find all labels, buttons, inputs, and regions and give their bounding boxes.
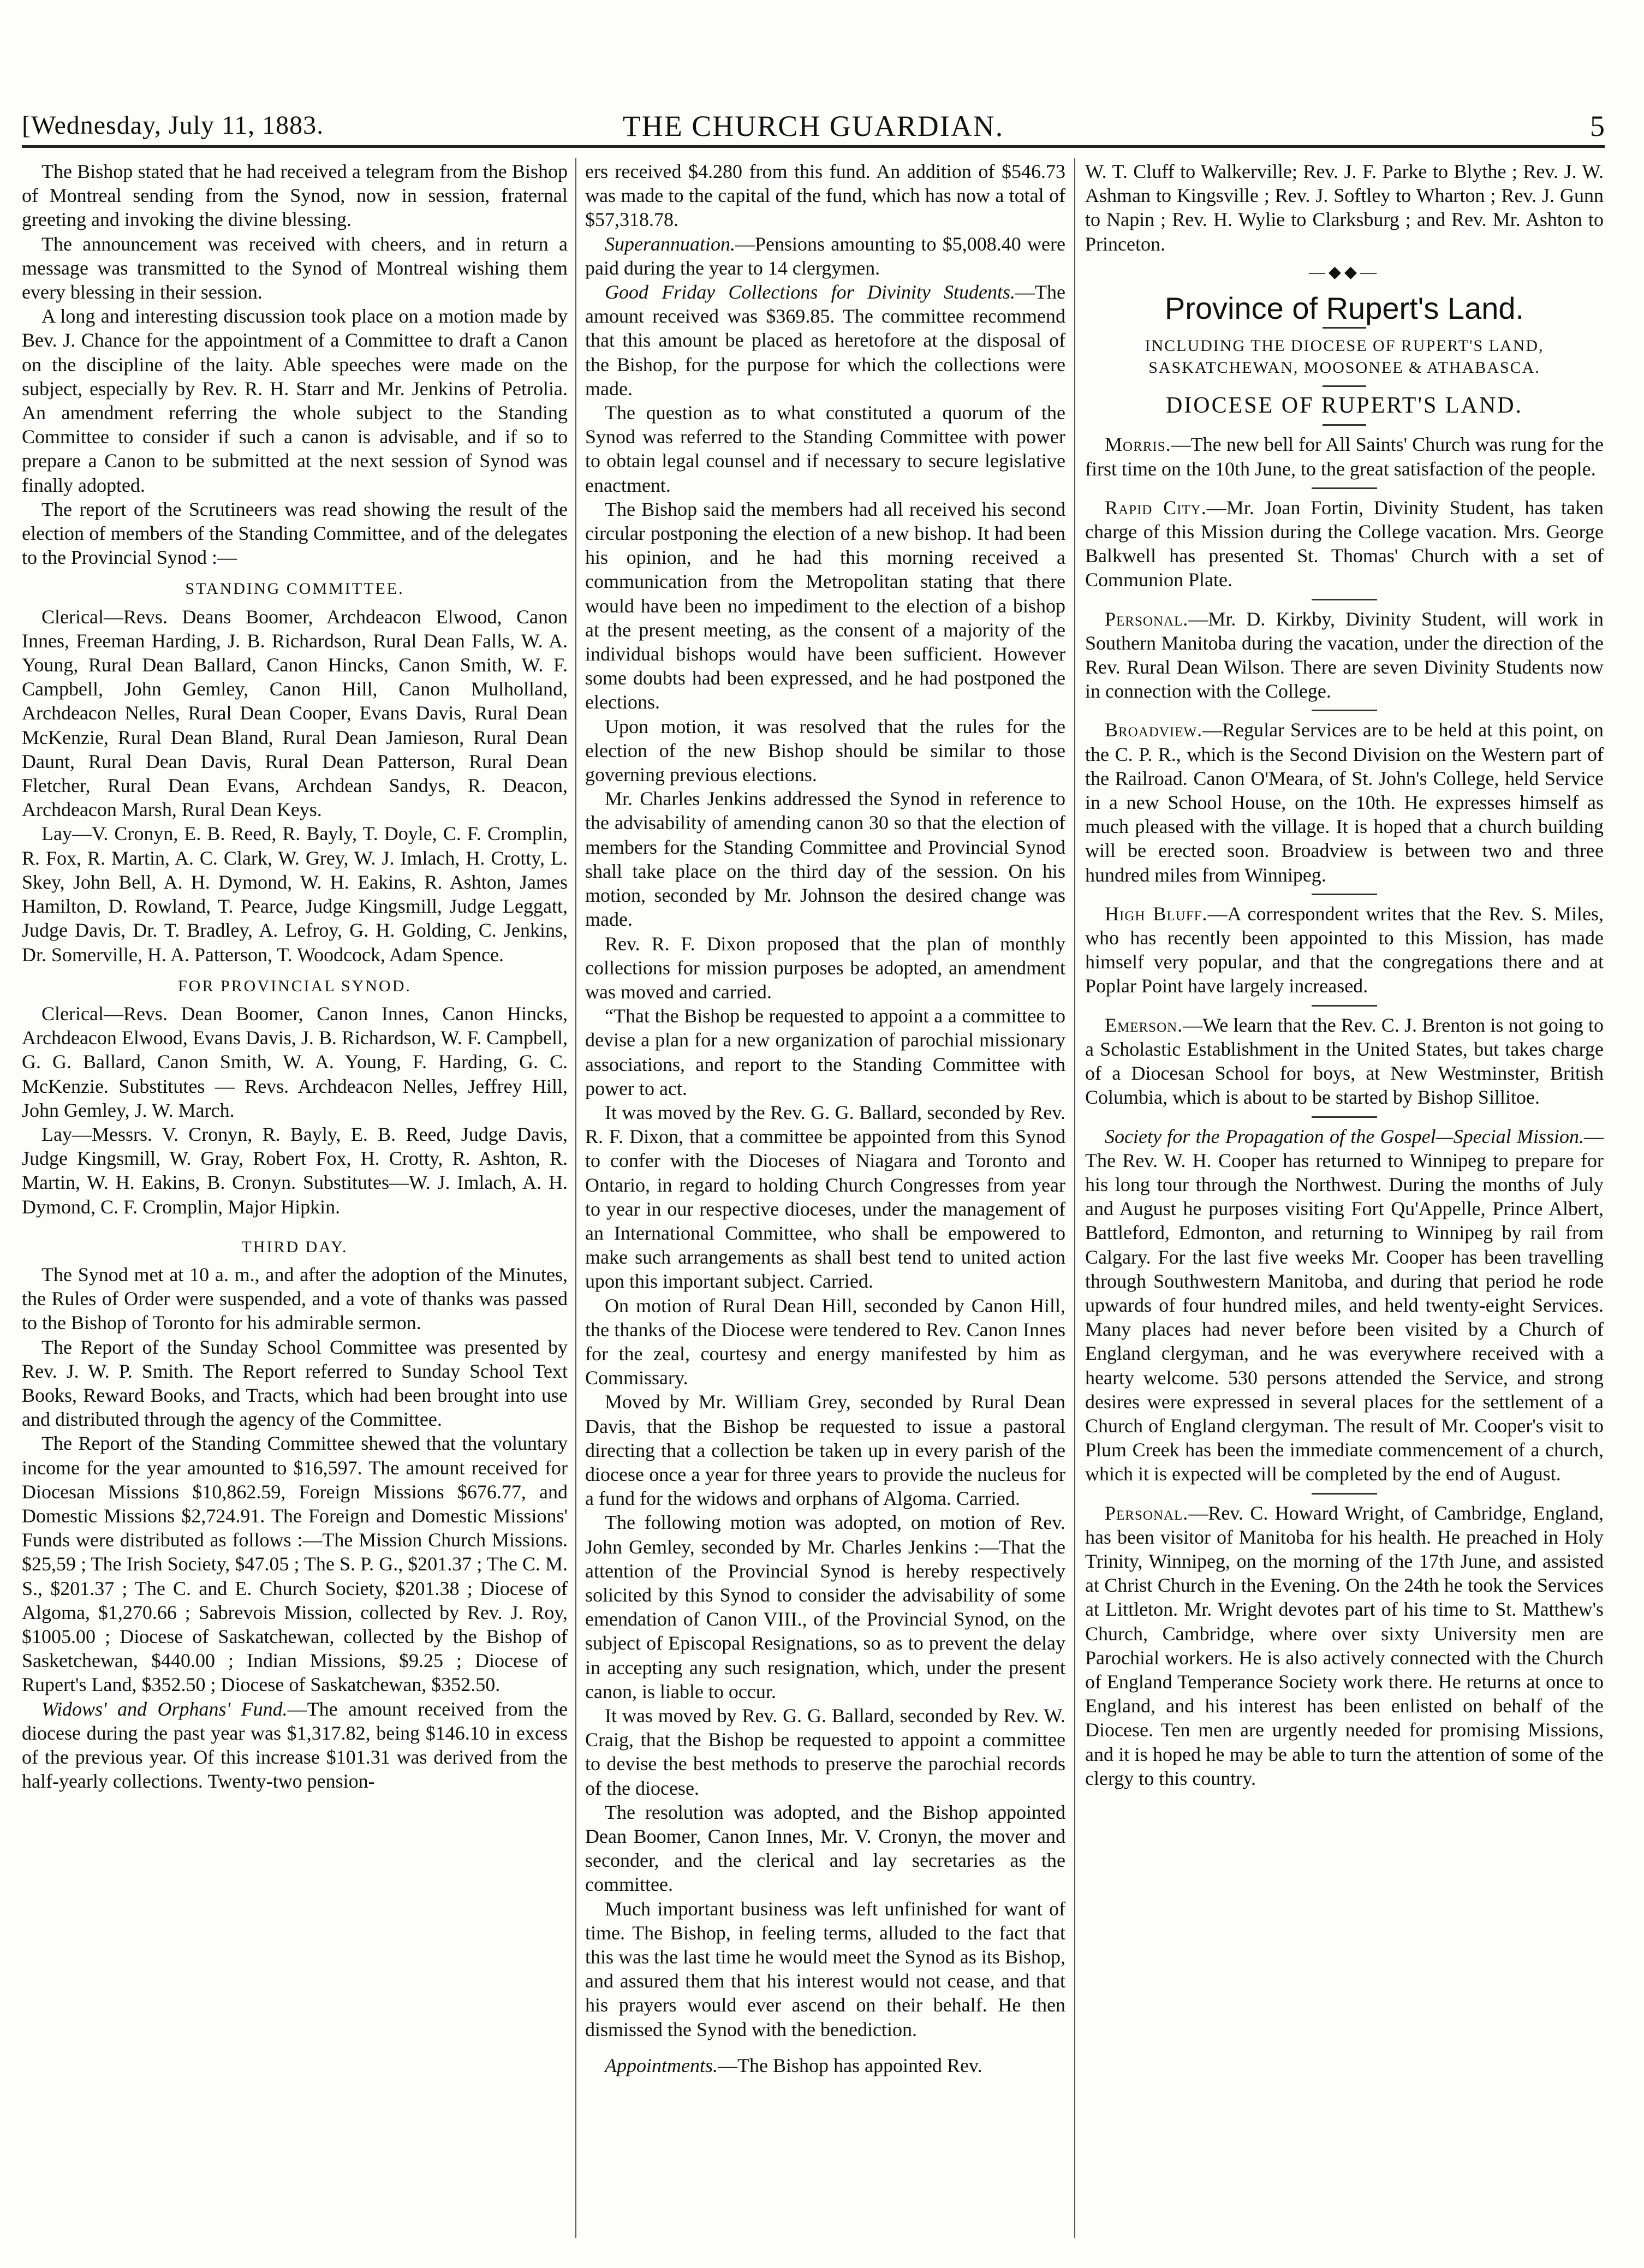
short-rule bbox=[1312, 487, 1377, 489]
paragraph: ers received $4.280 from this fund. An addition of $546.73 was made to the capital of the fund, which has now a total of $57,318.78. bbox=[585, 160, 1065, 231]
paragraph bbox=[1085, 718, 1604, 886]
run-in-heading: Broadview. bbox=[1105, 719, 1203, 741]
section-title-province: Province of Rupert's Land. bbox=[1164, 291, 1524, 326]
section-heading-provincial-synod: FOR PROVINCIAL SYNOD. bbox=[178, 977, 412, 995]
column-2 bbox=[585, 159, 1065, 2077]
run-in-heading: Rapid City. bbox=[1105, 496, 1207, 519]
paragraph: Upon motion, it was resolved that the rules for the election of the new Bishop should be similar to those governing previous elections. bbox=[585, 715, 1065, 786]
paragraph: Lay—Messrs. V. Cronyn, R. Bayly, E. B. Reed, Judge Davis, Judge Kingsmill, W. Gray, Robert Fox, H. Crotty, R. Ashton, R. Martin, W. H. Eakins, B. Cronyn. Substitutes—W. J. Imlach, A. H. Dymond, C. F. Cromplin, Major Hipkin. bbox=[22, 1123, 568, 1218]
run-in-heading: Personal. bbox=[1105, 1502, 1189, 1524]
run-in-heading: Appointments. bbox=[605, 2054, 718, 2076]
run-in-heading: Personal. bbox=[1105, 608, 1189, 630]
paragraph bbox=[585, 2053, 1065, 2077]
column-1 bbox=[22, 159, 568, 1793]
paragraph: The Bishop said the members had all received his second circular postponing the election of a new bishop. It had been his opinion, and he had this morning received a communication from the Metropolitan stating that there would have been no impediment to the election of a bishop at the present meeting, as the consent of a majority of the individual bishops would have been sufficient. However some doubts had been expressed, and he had postponed the elections. bbox=[585, 498, 1065, 713]
section-subtitle: INCLUDING THE DIOCESE OF RUPERT'S LAND, SASKATCHEWAN, MOOSONEE & ATHABASCA. bbox=[1145, 337, 1544, 377]
column-3 bbox=[1085, 159, 1604, 1790]
column-divider-1 bbox=[575, 158, 576, 2238]
page-number: 5 bbox=[1590, 110, 1605, 142]
masthead-title: THE CHURCH GUARDIAN. bbox=[622, 110, 1004, 142]
page-header bbox=[22, 107, 1605, 142]
run-in-heading: Morris. bbox=[1105, 433, 1171, 456]
paragraph: The resolution was adopted, and the Bishop appointed Dean Boomer, Canon Innes, Mr. V. Cronyn, the mover and seconder, and the clerical and lay secretaries as the committee. bbox=[585, 1801, 1065, 1896]
paragraph-text: —Pensions amounting to $5,008.40 were paid during the year to 14 clergymen. bbox=[585, 233, 1065, 279]
paragraph-text: —A correspondent writes that the Rev. S. Miles, who has recently been appointed to this Mission, has made himself very popular, and that the congregations there and at Poplar Point have largely increased. bbox=[1085, 902, 1604, 997]
paragraph-text: —We learn that the Rev. C. J. Brenton is not going to a Scholastic Establishment in the United States, but takes charge of a Diocesan School for boys, at New Westminster, British Columbia, which is about to be started by Bishop Sillitoe. bbox=[1085, 1014, 1604, 1109]
paragraph-text: —Rev. C. Howard Wright, of Cambridge, England, has been visitor of Manitoba for his health. He preached in Holy Trinity, Winnipeg, on the morning of the 17th June, and assisted at Christ Church in the Evening. On the 24th he took the Services at Littleton. Mr. Wright devotes part of his time to St. Matthew's Church, Cambridge, where over sixty University men are Parochial workers. He is also actively connected with the Church of England Temperance Society work there. He returns at once to England, and his interest has been enlisted on behalf of the Diocese. Ten men are urgently needed for promising Missions, and it is hoped he may be able to turn the attention of some of the clergy to this country. bbox=[1085, 1502, 1604, 1789]
paragraph bbox=[22, 1697, 568, 1794]
run-in-heading: Widows' and Orphans' Fund. bbox=[41, 1698, 288, 1720]
run-in-heading: Good Friday Collections for Divinity Students. bbox=[605, 281, 1016, 303]
paragraph-text: —The amount received was $369.85. The committee recommend that this amount be placed as heretofore at the disposal of the Bishop, for the purpose for which the collections were made. bbox=[585, 281, 1065, 400]
paragraph: The announcement was received with cheers, and in return a message was transmitted to the Synod of Montreal wishing them every blessing in their session. bbox=[22, 233, 568, 303]
paragraph: Clerical—Revs. Dean Boomer, Canon Innes, Canon Hincks, Archdeacon Elwood, Evans Davis, J. B. Richardson, W. F. Campbell, G. G. Ballard, Canon Smith, W. A. Young, F. Harding, G. C. McKenzie. Substitutes — Revs. Archdeacon Nelles, Jeffrey Hill, John Gemley, J. W. March. bbox=[22, 1002, 568, 1121]
paragraph: Moved by Mr. William Grey, seconded by Rural Dean Davis, that the Bishop be requested to issue a pastoral directing that a collection be taken up in every parish of the diocese once a year for three years to provide the nucleus for a fund for the widows and orphans of Algoma. Carried. bbox=[585, 1391, 1065, 1510]
paragraph bbox=[585, 232, 1065, 280]
run-in-heading: High Bluff. bbox=[1105, 902, 1208, 925]
paragraph: A long and interesting discussion took place on a motion made by Bev. J. Chance for the appointment of a Committee to draft a Canon on the discipline of the laity. Able speeches were made on the subject, especially by Rev. R. H. Starr and Mr. Jenkins of Petrolia. An amendment referring the whole subject to the Standing Committee to consider if such a canon is advisable, and if so to prepare a Canon to be submitted at the next session of Synod was finally adopted. bbox=[22, 305, 568, 496]
section-heading-third-day: THIRD DAY. bbox=[241, 1237, 348, 1256]
paragraph-text: —The Bishop has appointed Rev. bbox=[717, 2054, 982, 2076]
short-rule bbox=[1312, 1493, 1377, 1495]
paragraph: The following motion was adopted, on motion of Rev. John Gemley, seconded by Mr. Charles Jenkins :—That the attention of the Provincial Synod is hereby respectively solicited by this Synod to consider the advisability of some emendation of Canon VIII., of the Provincial Synod, on the subject of Episcopal Resignations, so as to prevent the delay in accepting any such resignation, which, under the present canon, is liable to occur. bbox=[585, 1511, 1065, 1703]
paragraph-text: —The Rev. W. H. Cooper has returned to Winnipeg to prepare for his long tour through the Northwest. During the months of July and August he purposes visiting Fort Qu'Appelle, Prince Albert, Battleford, Edmonton, and returning to Winnipeg by rail from Calgary. For the last five weeks Mr. Cooper has been travelling through Southwestern Manitoba, and during that period he rode upwards of four hundred miles, and held twenty-eight Services. Many places had never before been visited by a Church of England clergyman, and he was everywhere received with a hearty welcome. 530 persons attended the Service, and strong desires were expressed in several places for the settlement of a Church of England clergyman. The result of Mr. Cooper's visit to Plum Creek has been the immediate commencement of a church, which it is expected will be completed by the end of August. bbox=[1085, 1125, 1604, 1485]
paragraph bbox=[1085, 1124, 1604, 1486]
paragraph bbox=[1085, 432, 1604, 480]
paragraph: On motion of Rural Dean Hill, seconded by Canon Hill, the thanks of the Diocese were tendered to Rev. Canon Innes for the zeal, courtesy and energy manifested by him as Commissary. bbox=[585, 1294, 1065, 1389]
short-rule bbox=[1323, 424, 1366, 426]
paragraph bbox=[1085, 1013, 1604, 1110]
section-heading-standing-committee: STANDING COMMITTEE. bbox=[185, 580, 404, 598]
paragraph: Clerical—Revs. Deans Boomer, Archdeacon Elwood, Canon Innes, Freeman Harding, J. B. Richardson, Rural Dean Falls, W. A. Young, Rural Dean Ballard, Canon Hincks, Canon Smith, W. F. Campbell, John Gemley, Canon Hill, Canon Mulholland, Archdeacon Nelles, Rural Dean Cooper, Evans Davis, Rural Dean McKenzie, Rural Dean Bland, Rural Dean Jamieson, Rural Dean Daunt, Rural Dean Davis, Rural Dean Patterson, Rural Dean Fletcher, Rural Dean Evans, Archdean Sandys, R. Deacon, Archdeacon Marsh, Rural Dean Keys. bbox=[22, 605, 568, 821]
short-rule bbox=[1312, 1116, 1377, 1118]
paragraph-text: —Mr. D. Kirkby, Divinity Student, will work in Southern Manitoba during the vacation, under the direction of the Rev. Rural Dean Wilson. There are seven Divinity Students now in connection with the College. bbox=[1085, 608, 1604, 703]
paragraph-text: —Regular Services are to be held at this point, on the C. P. R., which is the Second Division on the Western part of the Railroad. Canon O'Meara, of St. John's College, held Service in a new School House, on the 10th. He expresses himself as much pleased with the village. It is hoped that a church building will be erected soon. Broadview is between two and three hundred miles from Winnipeg. bbox=[1085, 719, 1604, 886]
short-rule bbox=[1312, 599, 1377, 600]
paragraph-text: —The new bell for All Saints' Church was rung for the first time on the 10th June, to the great satisfaction of the people. bbox=[1085, 433, 1604, 480]
run-in-heading: Society for the Propagation of the Gospel—Special Mission. bbox=[1105, 1125, 1584, 1147]
paragraph: The Report of the Sunday School Committee was presented by Rev. J. W. P. Smith. The Report referred to Sunday School Text Books, Reward Books, and Tracts, which had been brought into use and distributed through the agency of the Committee. bbox=[22, 1336, 568, 1431]
paragraph: Much important business was left unfinished for want of time. The Bishop, in feeling terms, alluded to the fact that this was the last time he would meet the Synod as its Bishop, and assured them that his interest would not cease, and that his prayers would ever ascend on their behalf. He then dismissed the Synod with the benediction. bbox=[585, 1897, 1065, 2040]
ornament-divider: —◆◆— bbox=[1308, 263, 1380, 281]
header-rule bbox=[22, 145, 1605, 148]
issue-date: [Wednesday, July 11, 1883. bbox=[22, 111, 324, 140]
run-in-heading: Superannuation. bbox=[605, 233, 735, 255]
paragraph: Rev. R. F. Dixon proposed that the plan of monthly collections for mission purposes be adopted, an amendment was moved and carried. bbox=[585, 932, 1065, 1003]
paragraph: The Synod met at 10 a. m., and after the adoption of the Minutes, the Rules of Order were suspended, and a vote of thanks was passed to the Bishop of Toronto for his admirable sermon. bbox=[22, 1263, 568, 1334]
paragraph bbox=[1085, 1501, 1604, 1790]
paragraph bbox=[585, 280, 1065, 401]
section-title-diocese: DIOCESE OF RUPERT'S LAND. bbox=[1165, 393, 1523, 419]
short-rule bbox=[1312, 894, 1377, 895]
paragraph: The Report of the Standing Committee shewed that the voluntary income for the year amounted to $16,597. The amount received for Diocesan Missions $10,862.59, Foreign Missions $676.77, and Domestic Missions $2,724.91. The Foreign and Domestic Missions' Funds were distributed as follows :—The Mission Church Missions. $25,59 ; The Irish Society, $47.05 ; The S. P. G., $201.37 ; The C. M. S., $201.37 ; The C. and E. Church Society, $201.38 ; Diocese of Algoma, $1,270.66 ; Sabrevois Mission, collected by Rev. J. Roy, $1005.00 ; Diocese of Saskatchewan, collected by the Bishop of Sasketchewan, $440.00 ; Indian Missions, $9.25 ; Diocese of Rupert's Land, $352.50 ; Diocese of Saskatchewan, $352.50. bbox=[22, 1432, 568, 1696]
paragraph: The report of the Scrutineers was read showing the result of the election of members of the Standing Committee, and of the delegates to the Provincial Synod :— bbox=[22, 498, 568, 569]
short-rule bbox=[1323, 385, 1366, 387]
paragraph: Mr. Charles Jenkins addressed the Synod in reference to the advisability of amending canon 30 so that the election of members for the Standing Committee and Provincial Synod shall take place on the third day of the session. On his motion, seconded by Mr. Johnson the desired change was made. bbox=[585, 788, 1065, 931]
paragraph: W. T. Cluff to Walkerville; Rev. J. F. Parke to Blythe ; Rev. J. W. Ashman to Kingsville ; Rev. J. Softley to Wharton ; Rev. J. Gunn to Napin ; Rev. H. Wylie to Clarksburg ; and Rev. Mr. Ashton to Princeton. bbox=[1085, 160, 1604, 255]
paragraph: Lay—V. Cronyn, E. B. Reed, R. Bayly, T. Doyle, C. F. Cromplin, R. Fox, R. Martin, A. C. Clark, W. Grey, W. J. Imlach, H. Crotty, L. Skey, John Bell, A. H. Dymond, W. H. Eakins, R. Ashton, James Hamilton, D. Rowland, T. Pearce, Judge Kingsmill, Judge Leggatt, Judge Davis, Dr. T. Bradley, A. Lefroy, G. H. Golding, C. Jenkins, Dr. Somerville, H. A. Patterson, T. Woodcock, Adam Spence. bbox=[22, 823, 568, 966]
paragraph bbox=[1085, 607, 1604, 704]
short-rule bbox=[1312, 1005, 1377, 1007]
paragraph-text: —Mr. Joan Fortin, Divinity Student, has taken charge of this Mission during the College vacation. Mrs. George Balkwell has presented St. Thomas' Church with a set of Communion Plate. bbox=[1085, 496, 1604, 591]
paragraph bbox=[1085, 496, 1604, 592]
paragraph bbox=[1085, 902, 1604, 998]
paragraph: “That the Bishop be requested to appoint a a committee to devise a plan for a new organization of parochial missionary associations, and report to the Standing Committee with power to act. bbox=[585, 1005, 1065, 1099]
paragraph: The Bishop stated that he had received a telegram from the Bishop of Montreal sending from the Synod, now in session, fraternal greeting and invoking the divine blessing. bbox=[22, 160, 568, 231]
run-in-heading: Emerson. bbox=[1105, 1014, 1183, 1036]
paragraph: It was moved by Rev. G. G. Ballard, seconded by Rev. W. Craig, that the Bishop be requested to appoint a committee to devise the best methods to preserve the parochial records of the diocese. bbox=[585, 1705, 1065, 1799]
paragraph-text: —The amount received from the diocese during the past year was $1,317.82, being $146.10 in excess of the previous year. Of this increase $101.31 was derived from the half-yearly collections. Twenty-two pension- bbox=[22, 1698, 568, 1793]
paragraph: The question as to what constituted a quorum of the Synod was referred to the Standing Committee with power to obtain legal counsel and if necessary to secure legislative enactment. bbox=[585, 402, 1065, 496]
column-divider-2 bbox=[1074, 158, 1075, 2238]
short-rule bbox=[1323, 327, 1366, 329]
paragraph: It was moved by the Rev. G. G. Ballard, seconded by Rev. R. F. Dixon, that a committee be appointed from this Synod to confer with the Dioceses of Niagara and Toronto and Ontario, in regard to holding Church Congresses from year to year in our respective dioceses, under the management of an International Committee, who shall be empowered to make such arrangements as shall best tend to united action upon this important subject. Carried. bbox=[585, 1101, 1065, 1293]
short-rule bbox=[1312, 710, 1377, 711]
